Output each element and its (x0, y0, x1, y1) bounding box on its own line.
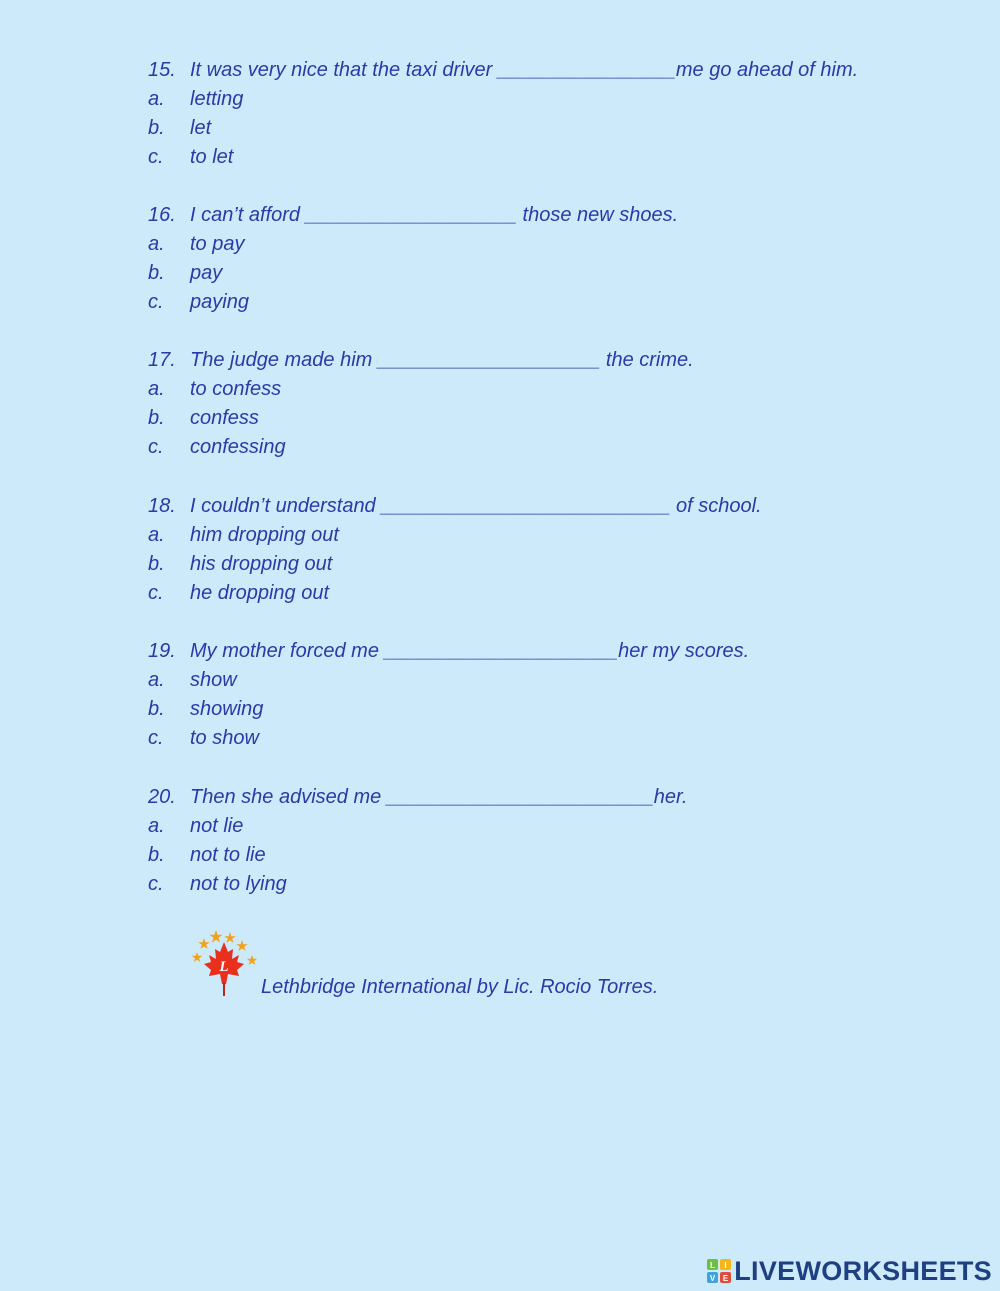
option-text: confessing (190, 436, 286, 458)
option-text: to pay (190, 233, 245, 255)
option-b[interactable] (148, 550, 762, 579)
option-letter: b. (148, 407, 165, 429)
question-stem (148, 201, 678, 230)
option-text: showing (190, 698, 264, 720)
question-15 (148, 56, 858, 172)
option-b[interactable] (148, 695, 749, 724)
option-letter: b. (148, 844, 165, 866)
option-a[interactable] (148, 666, 749, 695)
option-letter: c. (148, 146, 164, 168)
option-b[interactable] (148, 841, 687, 870)
footer (190, 928, 690, 1002)
option-letter: b. (148, 262, 165, 284)
star-icon (192, 952, 203, 962)
leaf-stem (223, 983, 225, 996)
option-letter: c. (148, 582, 164, 604)
logo-letter-i: I (724, 1261, 727, 1270)
question-text: Then she advised me ________________________her. (190, 786, 688, 808)
question-stem (148, 783, 687, 812)
option-text: to show (190, 727, 259, 749)
option-b[interactable] (148, 259, 678, 288)
star-icon (247, 955, 258, 965)
option-letter: a. (148, 233, 165, 255)
option-a[interactable] (148, 230, 678, 259)
option-a[interactable] (148, 812, 687, 841)
logo-letter: L (219, 959, 229, 975)
option-letter: a. (148, 88, 165, 110)
question-number: 18. (148, 495, 176, 517)
question-19 (148, 637, 749, 753)
star-icon (209, 930, 222, 943)
question-number: 17. (148, 349, 176, 371)
option-text: to let (190, 146, 234, 168)
option-text: his dropping out (190, 553, 333, 575)
option-b[interactable] (148, 114, 858, 143)
question-number: 16. (148, 204, 176, 226)
maple-leaf-logo-icon (190, 928, 262, 1000)
option-a[interactable] (148, 521, 762, 550)
question-text: I can’t afford ___________________ those new shoes. (190, 204, 679, 226)
option-letter: c. (148, 436, 164, 458)
option-text: confess (190, 407, 259, 429)
option-text: let (190, 117, 212, 139)
option-letter: a. (148, 669, 165, 691)
logo-letter-e: E (723, 1274, 729, 1283)
option-text: show (190, 669, 237, 691)
liveworksheets-logo-icon (707, 1259, 731, 1283)
question-text: My mother forced me _____________________her my scores. (190, 640, 750, 662)
question-stem (148, 56, 858, 85)
option-letter: a. (148, 378, 165, 400)
question-text: I couldn’t understand __________________________ of school. (190, 495, 762, 517)
brand-name: LIVEWORKSHEETS (734, 1255, 992, 1286)
option-text: not to lying (190, 873, 287, 895)
liveworksheets-brand[interactable] (707, 1255, 992, 1287)
option-text: him dropping out (190, 524, 339, 546)
option-c[interactable] (148, 143, 858, 172)
option-letter: a. (148, 815, 165, 837)
question-20 (148, 783, 687, 899)
star-icon (198, 938, 210, 949)
option-text: letting (190, 88, 244, 110)
star-icon (236, 940, 248, 951)
star-icon (224, 932, 236, 943)
option-letter: b. (148, 698, 165, 720)
option-c[interactable] (148, 433, 694, 462)
option-letter: c. (148, 727, 164, 749)
option-b[interactable] (148, 404, 694, 433)
question-stem (148, 492, 762, 521)
option-text: to confess (190, 378, 282, 400)
credit-text: Lethbridge International by Lic. Rocio Torres. (261, 976, 659, 998)
option-letter: b. (148, 553, 165, 575)
option-text: pay (190, 262, 223, 284)
logo-letter-l: L (710, 1261, 716, 1270)
option-c[interactable] (148, 579, 762, 608)
option-a[interactable] (148, 85, 858, 114)
option-text: not to lie (190, 844, 266, 866)
question-number: 15. (148, 59, 176, 81)
option-letter: b. (148, 117, 165, 139)
option-letter: a. (148, 524, 165, 546)
option-text: not lie (190, 815, 244, 837)
question-18 (148, 492, 762, 608)
option-text: he dropping out (190, 582, 330, 604)
question-stem (148, 637, 749, 666)
option-text: paying (190, 291, 249, 313)
question-number: 19. (148, 640, 176, 662)
question-text: The judge made him ____________________ the crime. (190, 349, 694, 371)
logo-letter-v: V (710, 1274, 716, 1283)
option-a[interactable] (148, 375, 694, 404)
option-c[interactable] (148, 870, 687, 899)
option-c[interactable] (148, 288, 678, 317)
question-text: It was very nice that the taxi driver ________________me go ahead of him. (190, 59, 859, 81)
option-letter: c. (148, 873, 164, 895)
question-number: 20. (148, 786, 176, 808)
question-17 (148, 346, 694, 462)
option-letter: c. (148, 291, 164, 313)
question-16 (148, 201, 678, 317)
question-stem (148, 346, 694, 375)
option-c[interactable] (148, 724, 749, 753)
